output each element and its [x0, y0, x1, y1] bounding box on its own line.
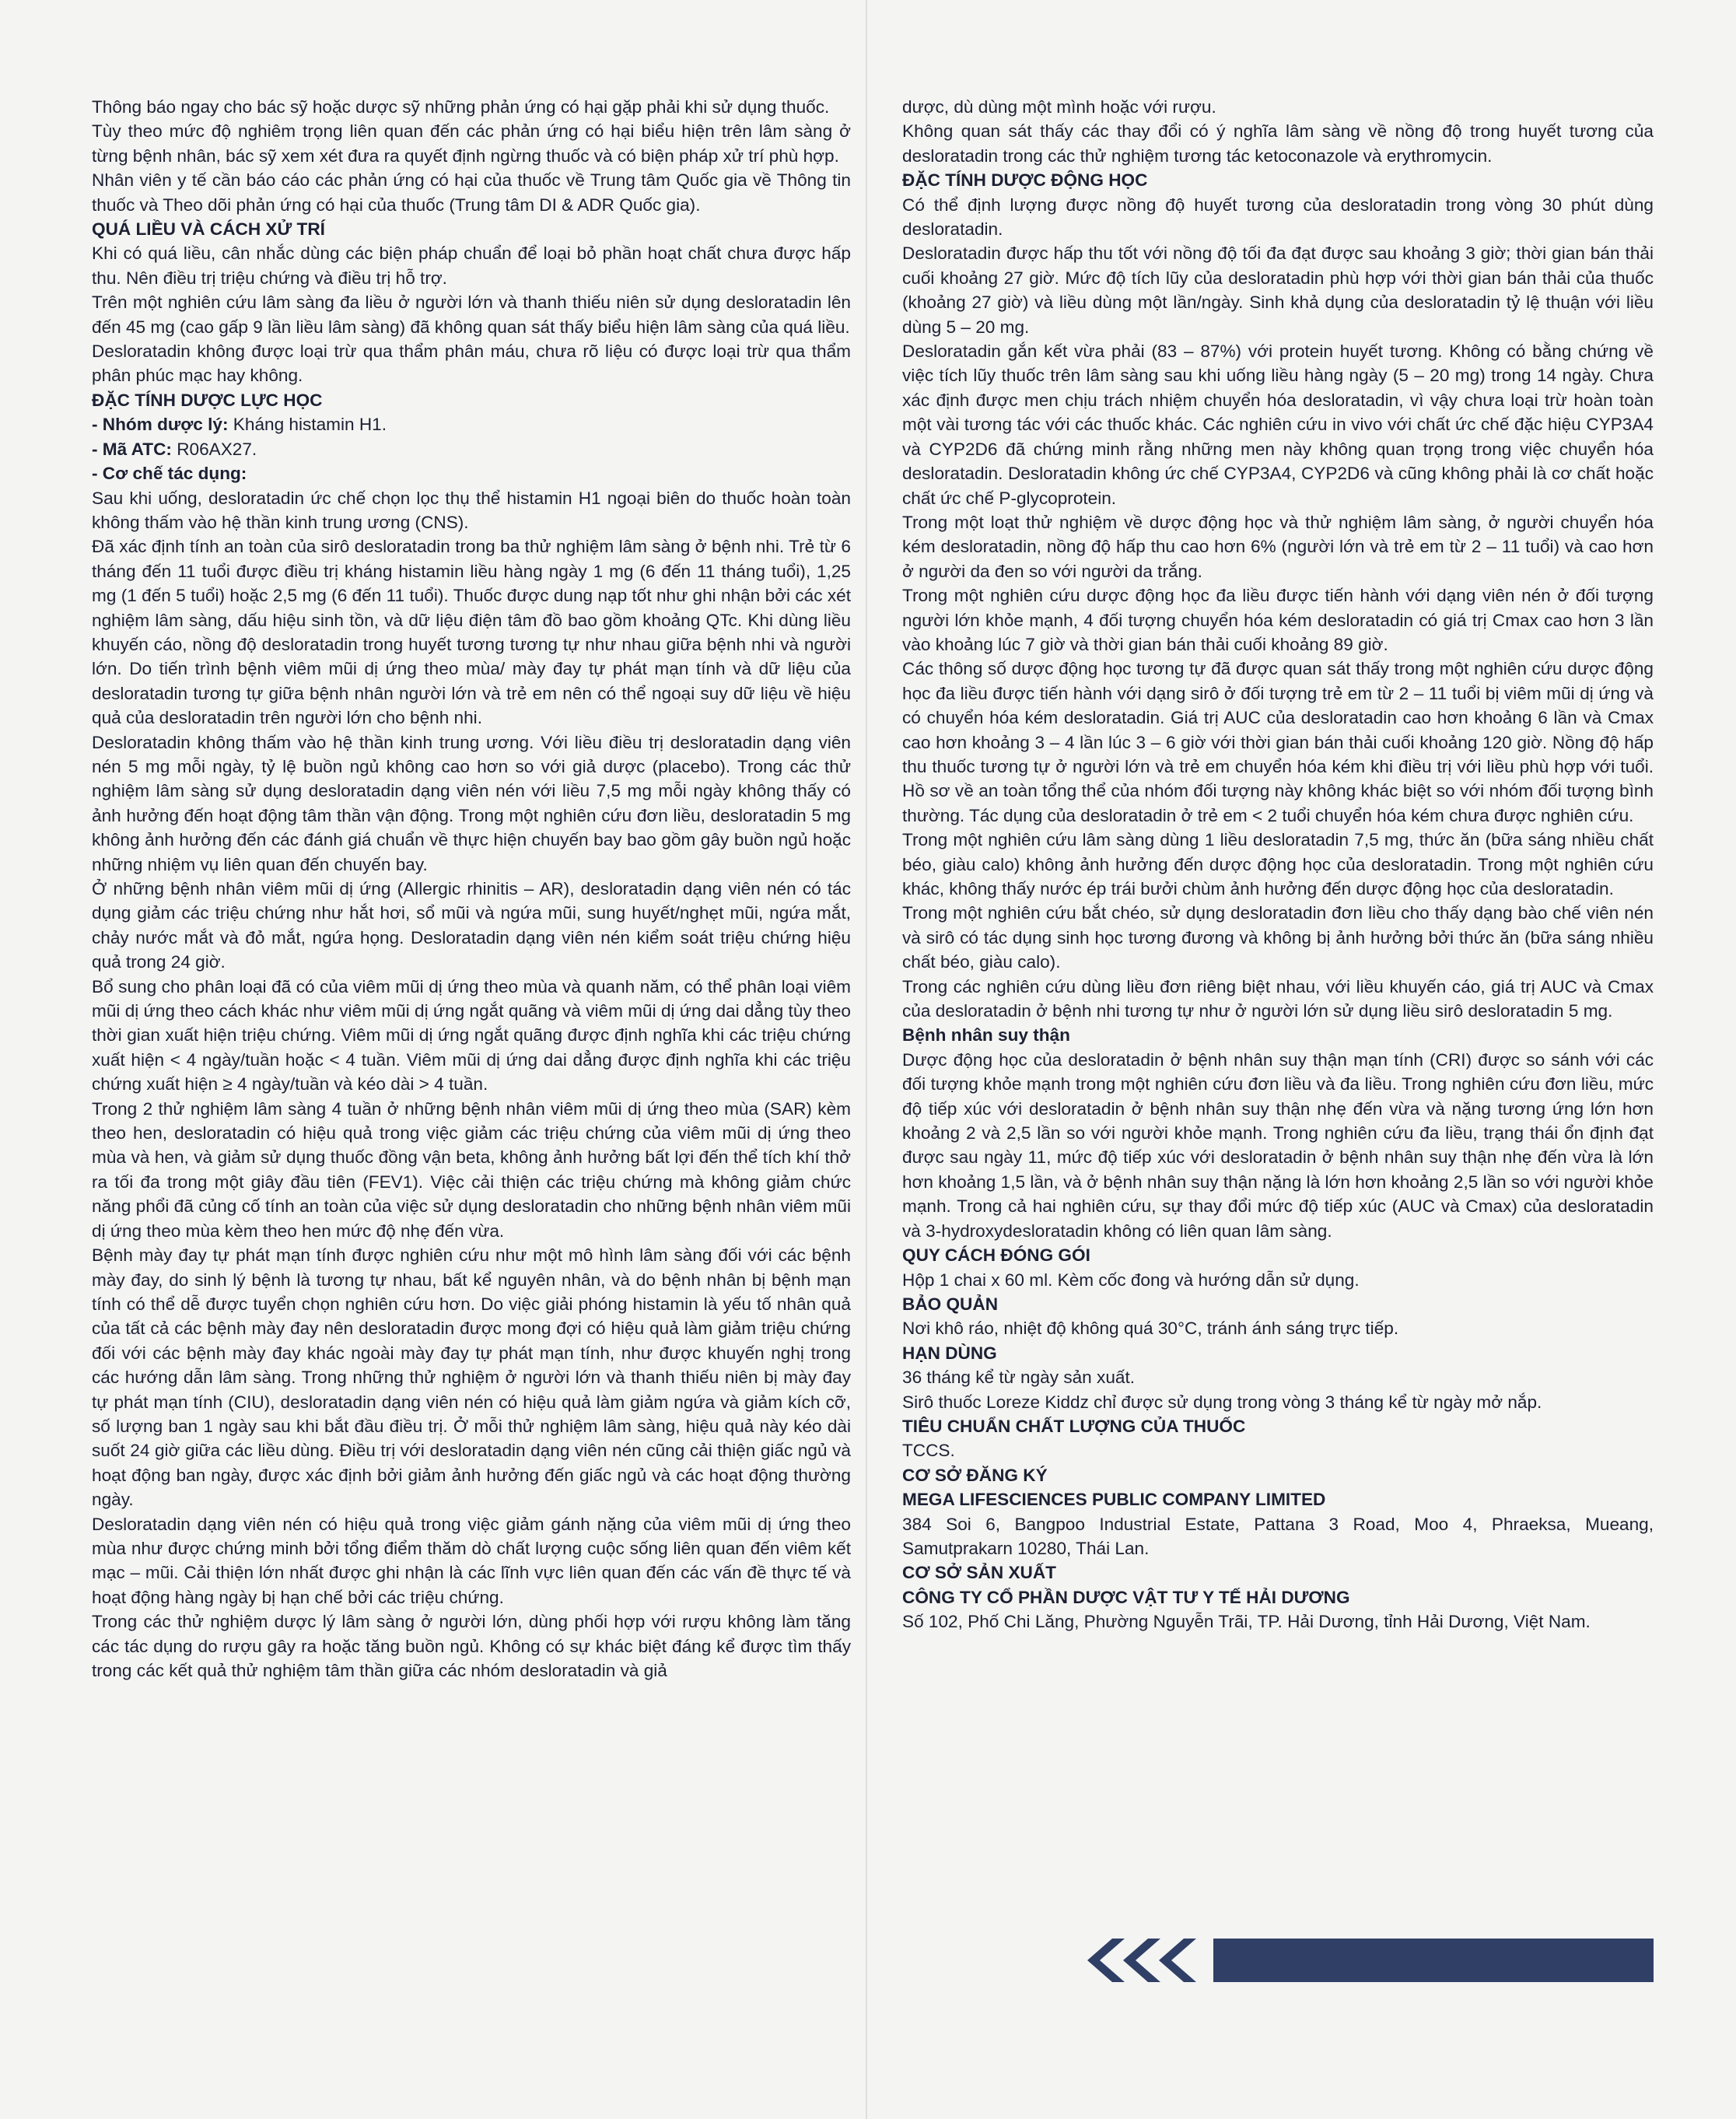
fold-crease — [866, 0, 867, 2119]
paragraph: Có thể định lượng được nồng độ huyết tương của desloratadin trong vòng 30 phút dùng desloratadin. — [902, 194, 1654, 240]
paragraph: Đã xác định tính an toàn của sirô desloratadin trong ba thử nghiệm lâm sàng ở bệnh nhi. Trẻ từ 6 tháng đến 11 tuổi được điều trị kháng histamin liều hàng ngày 1 mg (6 đến 11 tháng tuổi), 1,25 mg (1 đến 5 tuổi) hoặc 2,5 mg (6 đến 11 tuổi). Thuốc được dung nạp tốt như ghi nhận bởi các xét nghiệm lâm sàng, dấu hiệu sinh tồn, và dữ liệu điện tâm đồ bao gồm khoảng QTc. Khi dùng liều khuyến cáo, nồng độ desloratadin trong huyết tương tương tự như nhau giữa bệnh nhi và người lớn. Do tiến trình bệnh viêm mũi dị ứng theo mùa/ mày đay tự phát mạn tính và dữ liệu của desloratadin tương tự giữa bệnh nhân người lớn và trẻ em nên có thể ngoại suy dữ liệu về hiệu quả của desloratadin trên người lớn cho bệnh nhi. — [92, 537, 851, 728]
paragraph: Các thông số dược động học tương tự đã được quan sát thấy trong một nghiên cứu dược động học đa liều được tiến hành với dạng sirô ở đối tượng trẻ em từ 2 – 11 tuổi bị viêm mũi dị ứng và có chuyển hóa kém desloratadin. Giá trị AUC của desloratadin cao hơn khoảng 6 lần và Cmax cao hơn khoảng 3 – 4 lần lúc 3 – 6 giờ với thời gian bán thải cuối khoảng 120 giờ. Nồng độ hấp thu thuốc tương tự ở người lớn và trẻ em chuyển hóa kém khi điều trị với liều phù hợp với tuổi. Hồ sơ về an toàn tổng thể của nhóm đối tượng này không khác biệt so với nhóm đối tượng bình thường. Tác dụng của desloratadin ở trẻ em < 2 tuổi chuyển hóa kém chưa được nghiên cứu. — [902, 659, 1654, 825]
section-heading: QUY CÁCH ĐÓNG GÓI — [902, 1245, 1090, 1266]
paragraph: 36 tháng kể từ ngày sản xuất. — [902, 1368, 1136, 1388]
field-label: - Cơ chế tác dụng: — [92, 464, 247, 484]
paragraph: Ở những bệnh nhân viêm mũi dị ứng (Allergic rhinitis – AR), desloratadin dạng viên nén có tác dụng giảm các triệu chứng như hắt hơi, sổ mũi và ngứa mũi, sung huyết/nghẹt mũi, ngứa mắt, chảy nước mắt và đỏ mắt, ngứa họng. Desloratadin dạng viên nén kiểm soát triệu chứng hiệu quả trong 24 giờ. — [92, 879, 851, 972]
paragraph: Thông báo ngay cho bác sỹ hoặc dược sỹ những phản ứng có hại gặp phải khi sử dụng thuốc. — [92, 97, 830, 117]
field-line — [92, 437, 851, 461]
paragraph: Nhân viên y tế cần báo cáo các phản ứng có hại của thuốc về Trung tâm Quốc gia về Thông tin thuốc và Theo dõi phản ứng có hại của thuốc (Trung tâm DI & ADR Quốc gia). — [92, 170, 851, 215]
section-heading: CƠ SỞ SẢN XUẤT — [902, 1563, 1056, 1583]
paragraph: Nơi khô ráo, nhiệt độ không quá 30°C, tránh ánh sáng trực tiếp. — [902, 1319, 1399, 1339]
paragraph: Hộp 1 chai x 60 ml. Kèm cốc đong và hướng dẫn sử dụng. — [902, 1270, 1360, 1290]
paragraph: dược, dù dùng một mình hoặc với rượu. — [902, 97, 1216, 117]
paragraph: Bổ sung cho phân loại đã có của viêm mũi dị ứng theo mùa và quanh năm, có thể phân loại viêm mũi dị ứng theo cách khác như viêm mũi dị ứng ngắt quãng và viêm mũi dị ứng dai dẳng tùy theo thời gian xuất hiện triệu chứng. Viêm mũi dị ứng ngắt quãng được định nghĩa khi các triệu chứng xuất hiện < 4 ngày/tuần hoặc < 4 tuần. Viêm mũi dị ứng dai dẳng được định nghĩa khi các triệu chứng xuất hiện ≥ 4 ngày/tuần và kéo dài > 4 tuần. — [92, 976, 851, 1095]
field-value: Kháng histamin H1. — [228, 415, 387, 435]
paragraph: TCCS. — [902, 1441, 955, 1461]
section-heading: ĐẶC TÍNH DƯỢC LỰC HỌC — [92, 390, 323, 410]
paragraph: Trong các thử nghiệm dược lý lâm sàng ở người lớn, dùng phối hợp với rượu không làm tăng các tác dụng do rượu gây ra hoặc tăng buồn ngủ. Không có sự khác biệt đáng kể được tìm thấy trong các kết quả thử nghiệm tâm thần giữa các nhóm desloratadin và giả — [92, 1612, 851, 1680]
field-line — [92, 412, 851, 436]
paragraph: Trong một nghiên cứu lâm sàng dùng 1 liều desloratadin 7,5 mg, thức ăn (bữa sáng nhiều chất béo, giàu calo) không ảnh hưởng đến dược động học của desloratadin. Trong một nghiên cứu khác, không thấy nước ép trái bưởi chùm ảnh hưởng đến dược động học của desloratadin. — [902, 830, 1654, 898]
left-column — [92, 95, 851, 1683]
paragraph: Trong một nghiên cứu bắt chéo, sử dụng desloratadin đơn liều cho thấy dạng bào chế viên nén và sirô có tác dụng sinh học tương đương và không bị ảnh hưởng bởi thức ăn (bữa sáng nhiều chất béo, giàu calo). — [902, 903, 1654, 972]
section-heading: QUÁ LIỀU VÀ CÁCH XỬ TRÍ — [92, 219, 325, 240]
section-heading: ĐẶC TÍNH DƯỢC ĐỘNG HỌC — [902, 170, 1148, 191]
paragraph: Desloratadin được hấp thu tốt với nồng độ tối đa đạt được sau khoảng 3 giờ; thời gian bán thải cuối khoảng 27 giờ. Mức độ tích lũy của desloratadin phù hợp với thời gian bán thải của thuốc (khoảng 27 giờ) và liều dùng một lần/ngày. Sinh khả dụng của desloratadin tỷ lệ thuận với liều dùng 5 – 20 mg. — [902, 243, 1654, 337]
paragraph: Khi có quá liều, cân nhắc dùng các biện pháp chuẩn để loại bỏ phần hoạt chất chưa được hấp thu. Nên điều trị triệu chứng và điều trị hỗ trợ. — [92, 243, 851, 288]
paragraph: Trong 2 thử nghiệm lâm sàng 4 tuần ở những bệnh nhân viêm mũi dị ứng theo mùa (SAR) kèm theo hen, desloratadin có hiệu quả trong việc giảm các triệu chứng của viêm mũi dị ứng theo mùa và hen, và giảm sử dụng thuốc đồng vận beta, không ảnh hưởng bất lợi đến thể tích khí thở ra tối đa trong một giây đầu tiên (FEV1). Việc cải thiện các triệu chứng mà không giảm chức năng phổi đã củng cố tính an toàn của việc sử dụng desloratadin cho những bệnh nhân viêm mũi dị ứng theo mùa kèm theo hen mức độ nhẹ đến vừa. — [92, 1098, 851, 1241]
paragraph: Trong một loạt thử nghiệm về dược động học và thử nghiệm lâm sàng, ở người chuyển hóa kém desloratadin, nồng độ hấp thu cao hơn 6% (người lớn và trẻ em từ 2 – 11 tuổi) và cao hơn ở người da đen so với người da trắng. — [902, 512, 1654, 581]
section-heading: BẢO QUẢN — [902, 1294, 999, 1314]
section-heading: CÔNG TY CỔ PHẦN DƯỢC VẬT TƯ Y TẾ HẢI DƯƠNG — [902, 1587, 1350, 1607]
paragraph: Trên một nghiên cứu lâm sàng đa liều ở người lớn và thanh thiếu niên sử dụng desloratadin lên đến 45 mg (cao gấp 9 lần liều lâm sàng) đã không quan sát thấy biểu hiện lâm sàng của quá liều. — [92, 292, 851, 337]
paragraph: Trong các nghiên cứu dùng liều đơn riêng biệt nhau, với liều khuyến cáo, giá trị AUC và Cmax của desloratadin ở bệnh nhi tương tự như ở người lớn sử dụng liều sirô desloratadin 5 mg. — [902, 976, 1654, 1021]
paragraph: Desloratadin gắn kết vừa phải (83 – 87%) với protein huyết tương. Không có bằng chứng về việc tích lũy thuốc trên lâm sàng sau khi uống liều hàng ngày (5 – 20 mg) trong 14 ngày. Chưa xác định được men chịu trách nhiệm chuyển hóa desloratadin, vì vậy chưa loại trừ hoàn toàn một vài tương tác với các thuốc khác. Các nghiên cứu in vivo với chất ức chế đặc hiệu CYP3A4 và CYP2D6 đã chứng minh rằng những men này không quan trọng trong việc chuyển hóa desloratadin. Desloratadin không ức chế CYP3A4, CYP2D6 và cũng không phải là cơ chất hoặc chất ức chế P-glycoprotein. — [902, 341, 1654, 508]
paragraph: 384 Soi 6, Bangpoo Industrial Estate, Pattana 3 Road, Moo 4, Phraeksa, Mueang, Samutprakarn 10280, Thái Lan. — [902, 1514, 1654, 1558]
section-heading: CƠ SỞ ĐĂNG KÝ — [902, 1465, 1048, 1485]
section-heading: Bệnh nhân suy thận — [902, 1025, 1070, 1045]
paragraph: Desloratadin không được loại trừ qua thẩm phân máu, chưa rõ liệu có được loại trừ qua thẩm phân phúc mạc hay không. — [92, 341, 851, 386]
paragraph: Sirô thuốc Loreze Kiddz chỉ được sử dụng trong vòng 3 tháng kể từ ngày mở nắp. — [902, 1392, 1542, 1412]
chevron-arrows-icon — [1153, 1939, 1196, 1982]
footer-band — [1213, 1939, 1654, 1982]
paragraph: Dược động học của desloratadin ở bệnh nhân suy thận mạn tính (CRI) được so sánh với các đối tượng khỏe mạnh trong một nghiên cứu đơn liều và đa liều. Trong nghiên cứu đơn liều, mức độ tiếp xúc với desloratadin ở bệnh nhân suy thận nhẹ đến vừa và nặng tương ứng lớn hơn khoảng 2 và 2,5 lần so với người khỏe mạnh. Trong nghiên cứu đa liều, trạng thái ổn định đạt được sau ngày 11, mức độ tiếp xúc với desloratadin ở bệnh nhân suy thận nhẹ đến vừa là lớn hơn khoảng 1,5 lần, và ở bệnh nhân suy thận nặng là lớn hơn khoảng 2,5 lần so với người khỏe mạnh. Trong cả hai nghiên cứu, sự thay đổi mức độ tiếp xúc (AUC và Cmax) của desloratadin và 3-hydroxydesloratadin không có liên quan lâm sàng. — [902, 1049, 1654, 1241]
field-value: R06AX27. — [171, 439, 257, 459]
section-heading: MEGA LIFESCIENCES PUBLIC COMPANY LIMITED — [902, 1490, 1326, 1510]
right-column — [902, 95, 1654, 1634]
paragraph: Desloratadin không thấm vào hệ thần kinh trung ương. Với liều điều trị desloratadin dạng viên nén 5 mg mỗi ngày, tỷ lệ buồn ngủ không cao hơn so với giả dược (placebo). Trong các thử nghiệm lâm sàng sử dụng desloratadin dạng viên nén với liều 7,5 mg mỗi ngày không thấy có ảnh hưởng đến hoạt động tâm thần vận động. Trong một nghiên cứu đơn liều, desloratadin 5 mg không ảnh hưởng đến các đánh giá chuẩn về thực hiện chuyến bay bao gồm gây buồn ngủ hoặc những nhiệm vụ liên quan đến chuyến bay. — [92, 732, 851, 874]
field-label: - Nhóm dược lý: — [92, 415, 229, 435]
section-heading: TIÊU CHUẨN CHẤT LƯỢNG CỦA THUỐC — [902, 1416, 1246, 1436]
paragraph: Không quan sát thấy các thay đổi có ý nghĩa lâm sàng về nồng độ trong huyết tương của desloratadin trong các thử nghiệm tương tác ketoconazole và erythromycin. — [902, 121, 1654, 166]
section-heading: HẠN DÙNG — [902, 1343, 997, 1363]
paragraph: Trong một nghiên cứu dược động học đa liều được tiến hành với dạng viên nén ở đối tượng người lớn khỏe mạnh, 4 đối tượng chuyển hóa kém desloratadin có giá trị Cmax cao hơn 3 lần vào khoảng lúc 7 giờ và thời gian bán thải cuối khoảng 89 giờ. — [902, 586, 1654, 654]
paragraph: Số 102, Phố Chi Lăng, Phường Nguyễn Trãi, TP. Hải Dương, tỉnh Hải Dương, Việt Nam. — [902, 1612, 1591, 1632]
paragraph: Sau khi uống, desloratadin ức chế chọn lọc thụ thể histamin H1 ngoại biên do thuốc hoàn toàn không thấm vào hệ thần kinh trung ương (CNS). — [92, 488, 851, 532]
paragraph: Bệnh mày đay tự phát mạn tính được nghiên cứu như một mô hình lâm sàng đối với các bệnh mày đay, do sinh lý bệnh là tương tự nhau, bất kể nguyên nhân, và do bệnh nhân bị bệnh mạn tính có thể dễ được tuyển chọn nghiên cứu hơn. Do việc giải phóng histamin là yếu tố nhân quả của tất cả các bệnh mày đay nên desloratadin được mong đợi có hiệu quả làm giảm triệu chứng đối với các bệnh mày đay khác ngoài mày đay tự phát mạn tính, như được khuyến nghị trong các hướng dẫn lâm sàng. Trong những thử nghiệm ở người lớn và thanh thiếu niên bị mày đay tự phát mạn tính (CIU), desloratadin dạng viên nén có hiệu quả làm giảm ngứa và giảm kích cỡ, số lượng ban 1 ngày sau khi bắt đầu điều trị. Ở mỗi thử nghiệm lâm sàng, hiệu quả này kéo dài suốt 24 giờ giữa các liều dùng. Điều trị với desloratadin dạng viên nén cũng cải thiện giấc ngủ và hoạt động ban ngày, được xác định bởi giảm ảnh hưởng đến giấc ngủ và các hoạt động thường ngày. — [92, 1245, 851, 1510]
paragraph: Tùy theo mức độ nghiêm trọng liên quan đến các phản ứng có hại biểu hiện trên lâm sàng ở từng bệnh nhân, bác sỹ xem xét đưa ra quyết định ngừng thuốc và có biện pháp xử trí phù hợp. — [92, 121, 851, 166]
paragraph: Desloratadin dạng viên nén có hiệu quả trong việc giảm gánh nặng của viêm mũi dị ứng theo mùa như được chứng minh bởi tổng điểm thăm dò chất lượng cuộc sống liên quan đến viêm kết mạc – mũi. Cải thiện lớn nhất được ghi nhận là các lĩnh vực liên quan đến các vấn đề thực tế và hoạt động hàng ngày bị hạn chế bởi các triệu chứng. — [92, 1514, 851, 1607]
field-label: - Mã ATC: — [92, 439, 172, 459]
field-line — [92, 461, 851, 485]
